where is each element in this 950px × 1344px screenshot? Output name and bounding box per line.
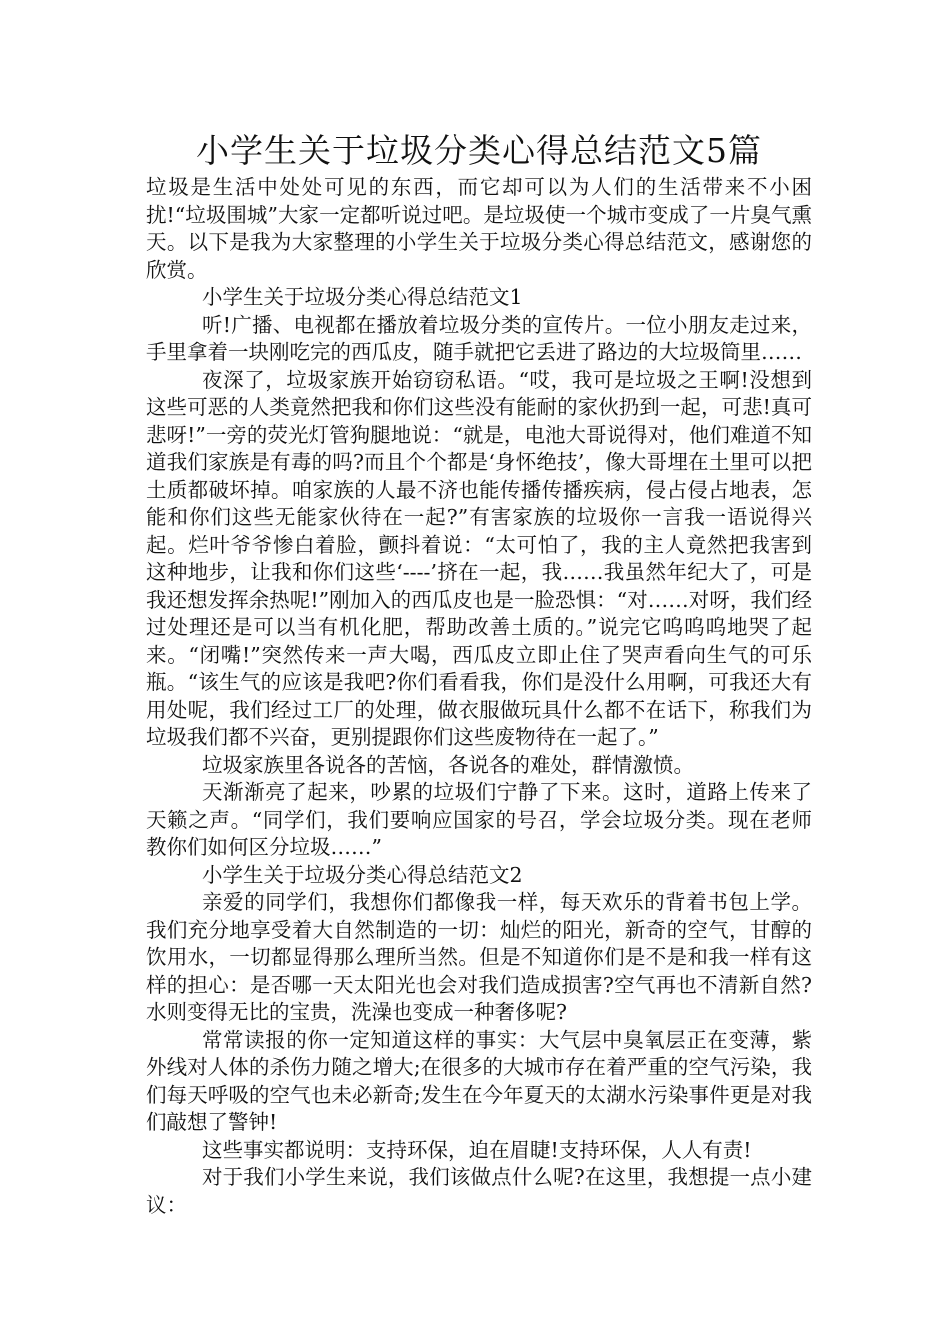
intro-paragraph: 垃圾是生活中处处可见的东西，而它却可以为人们的生活带来不小困扰!“垃圾围城”大家一定都听说过吧。是垃圾使一个城市变成了一片臭气熏天。以下是我为大家整理的小学生关于垃圾分类心得总结范文，感谢您的欣赏。 [146, 175, 812, 282]
body-paragraph: 夜深了，垃圾家族开始窃窃私语。“哎，我可是垃圾之王啊!没想到这些可恶的人类竟然把我和你们这些没有能耐的家伙扔到一起，可悲!真可悲呀!”一旁的荧光灯管狗腿地说：“就是，电池大哥说得对，他们难道不知道我们家族是有毒的吗?而且个个都是‘身怀绝技’，像大哥埋在土里可以把土质都破坏掉。咱家族的人最不济也能传播传播疾病，侵占侵占地表，怎能和你们这些无能家伙待在一起?”有害家族的垃圾你一言我一语说得兴起。烂叶爷爷惨白着脸，颤抖着说：“太可怕了，我的主人竟然把我害到这种地步，让我和你们这些‘----’挤在一起，我……我虽然年纪大了，可是我还想发挥余热呢!”刚加入的西瓜皮也是一脸恐惧：“对……对呀，我们经过处理还是可以当有机化肥，帮助改善土质的。”说完它呜呜呜地哭了起来。“闭嘴!”突然传来一声大喝，西瓜皮立即止住了哭声看向生气的可乐瓶。“该生气的应该是我吧?你们看看我，你们是没什么用啊，可我还大有用处呢，我们经过工厂的处理，做衣服做玩具什么都不在话下，称我们为垃圾我们都不兴奋，更别提跟你们这些废物待在一起了。” [146, 367, 812, 749]
body-paragraph: 这些事实都说明：支持环保，迫在眉睫!支持环保，人人有责! [202, 1137, 752, 1162]
section-heading-2: 小学生关于垃圾分类心得总结范文2 [202, 862, 523, 887]
section-heading-1: 小学生关于垃圾分类心得总结范文1 [202, 285, 523, 309]
body-paragraph: 亲爱的同学们，我想你们都像我一样，每天欢乐的背着书包上学。我们充分地享受着大自然制造的一切：灿烂的阳光，新奇的空气，甘醇的饮用水，一切都显得那么理所当然。但是不知道你们是不是和我一样有这样的担心：是否哪一天太阳光也会对我们造成损害?空气再也不清新自然?水则变得无比的宝贵，洗澡也变成一种奢侈呢? [146, 890, 812, 1024]
body-paragraph: 天渐渐亮了起来，吵累的垃圾们宁静了下来。这时，道路上传来了天籁之声。“同学们，我们要响应国家的号召，学会垃圾分类。现在老师教你们如何区分垃圾……” [146, 780, 812, 859]
body-paragraph: 常常读报的你一定知道这样的事实：大气层中臭氧层正在变薄，紫外线对人体的杀伤力随之增大;在很多的大城市存在着严重的空气污染，我们每天呼吸的空气也未必新奇;发生在今年夏天的太湖水污染事件更是对我们敲想了警钟! [146, 1027, 812, 1134]
body-paragraph: 垃圾家族里各说各的苦恼，各说各的难处，群情激愤。 [202, 752, 694, 777]
document-body [146, 174, 812, 1219]
document-page [146, 128, 812, 1219]
body-paragraph: 听!广播、电视都在播放着垃圾分类的宣传片。一位小朋友走过来，手里拿着一块刚吃完的西瓜皮，随手就把它丢进了路边的大垃圾筒里…… [146, 312, 812, 364]
document-title: 小学生关于垃圾分类心得总结范文5篇 [196, 131, 762, 170]
body-paragraph: 对于我们小学生来说，我们该做点什么呢?在这里，我想提一点小建议： [146, 1165, 812, 1217]
